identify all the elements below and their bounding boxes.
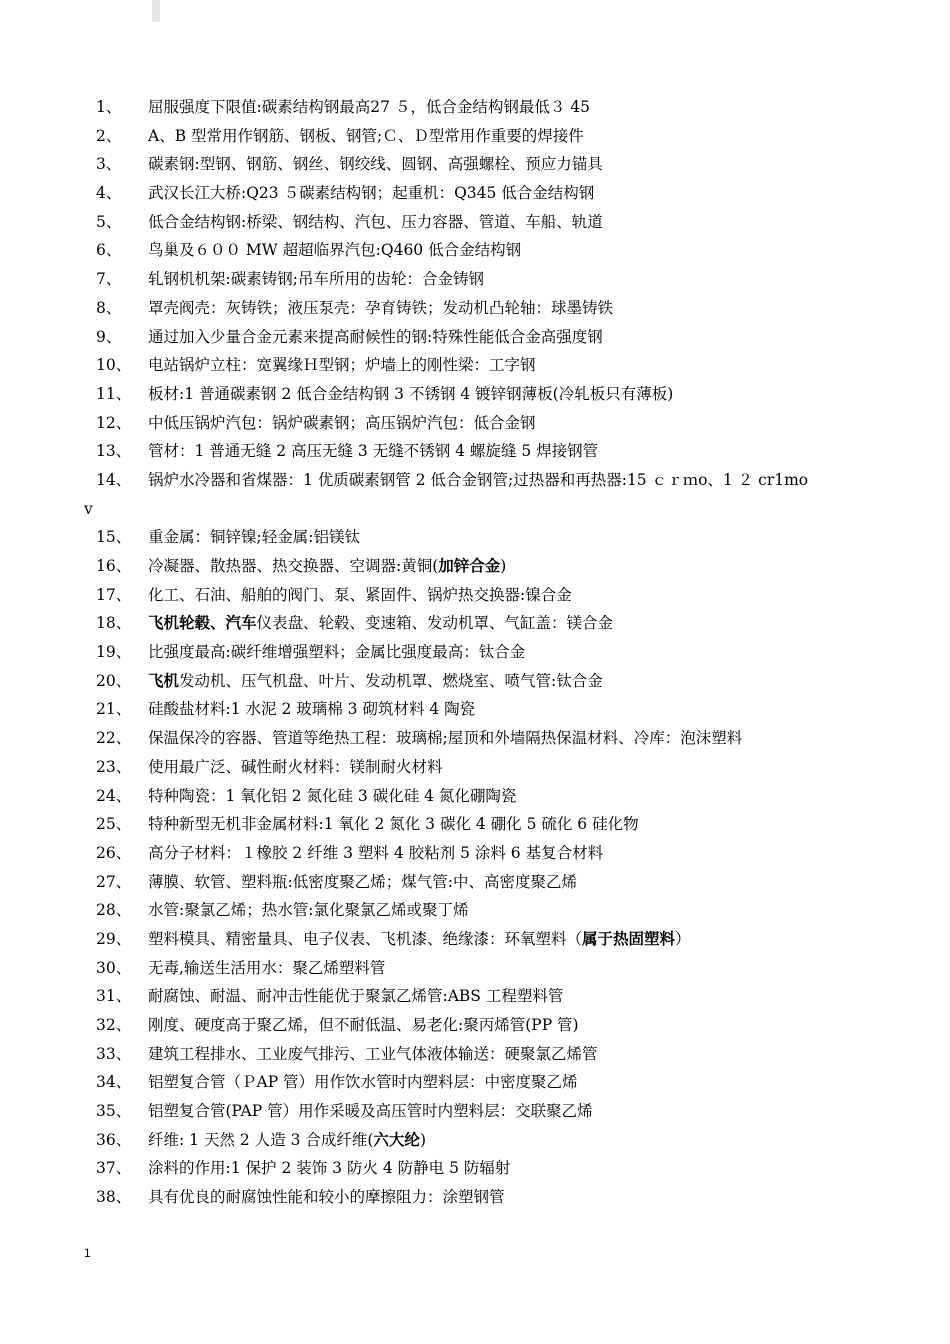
list-item-continuation: v bbox=[84, 499, 93, 518]
bold-emphasis: 加锌合金 bbox=[438, 557, 501, 576]
list-item-body: 电站锅炉立柱：宽翼缘Ｈ型钢；炉墙上的刚性梁：工字钢 bbox=[148, 356, 536, 375]
list-item-number: 8、 bbox=[96, 298, 122, 317]
list-item bbox=[84, 896, 884, 925]
list-item-number: 17、 bbox=[96, 585, 132, 604]
list-item-text bbox=[148, 695, 475, 724]
list-item bbox=[84, 695, 884, 724]
list-item-number: 27、 bbox=[96, 872, 132, 891]
list-item-text bbox=[148, 782, 516, 811]
list-item-text bbox=[148, 982, 563, 1011]
list-item bbox=[84, 638, 884, 667]
list-item bbox=[84, 294, 884, 323]
list-item bbox=[84, 1183, 884, 1212]
list-item-suffix: ) bbox=[419, 1130, 426, 1149]
list-item-body: 罩壳阀壳：灰铸铁；液压泵壳：孕育铸铁；发动机凸轮轴：球墨铸铁 bbox=[148, 298, 614, 317]
list-item-body: 高分子材料：１橡胶 2 纤维 3 塑料 4 胶粘剂 5 涂料 6 基复合材料 bbox=[148, 843, 604, 862]
list-item-number: 19、 bbox=[96, 643, 132, 662]
list-item-number: 6、 bbox=[96, 241, 122, 260]
list-item bbox=[84, 724, 884, 753]
list-item-number: 33、 bbox=[96, 1044, 132, 1063]
list-item-text bbox=[148, 179, 594, 208]
list-item-number: 2、 bbox=[96, 126, 122, 145]
list-item-body: 使用最广泛、碱性耐火材料：镁制耐火材料 bbox=[148, 757, 443, 776]
list-item-body: 铝塑复合管(PAP 管）用作采暖及高压管时内塑料层：交联聚乙烯 bbox=[148, 1102, 593, 1121]
list-item bbox=[84, 150, 884, 179]
list-item-body: 水管:聚氯乙烯；热水管:氯化聚氯乙烯或聚丁烯 bbox=[148, 901, 469, 920]
list-item-body: 刚度、硬度高于聚乙烯，但不耐低温、易老化:聚丙烯管(PP 管) bbox=[148, 1016, 579, 1035]
list-item-number: 23、 bbox=[96, 757, 132, 776]
list-item bbox=[84, 466, 884, 523]
list-item-number: 12、 bbox=[96, 413, 132, 432]
list-item-number: 3、 bbox=[96, 155, 122, 174]
list-item-number: 37、 bbox=[96, 1159, 132, 1178]
list-item-number: 13、 bbox=[96, 442, 132, 461]
bold-emphasis: 属于热固塑料 bbox=[582, 929, 676, 948]
list-item-body: 无毒,输送生活用水：聚乙烯塑料管 bbox=[148, 958, 386, 977]
list-item-text bbox=[148, 466, 808, 495]
list-item-body: 仪表盘、轮毂、变速箱、发动机罩、气缸盖：镁合金 bbox=[256, 614, 614, 633]
list-item-number: 21、 bbox=[96, 700, 132, 719]
list-item-text bbox=[148, 294, 613, 323]
list-item-body: 特种新型无机非金属材料:1 氧化 2 氮化 3 碳化 4 硼化 5 硫化 6 硅化物 bbox=[148, 815, 639, 834]
list-item-number: 4、 bbox=[96, 184, 122, 203]
list-item-body: A、B 型常用作钢筋、钢板、钢管;Ｃ、Ｄ型常用作重要的焊接件 bbox=[148, 126, 584, 145]
list-item-number: 31、 bbox=[96, 987, 132, 1006]
page-number: 1 bbox=[84, 1246, 91, 1260]
list-item-body: 保温保冷的容器、管道等绝热工程：玻璃棉;屋顶和外墙隔热保温材料、冷库：泡沫塑料 bbox=[148, 729, 743, 748]
list-item-body: 中低压锅炉汽包：锅炉碳素钢；高压锅炉汽包：低合金钢 bbox=[148, 413, 536, 432]
list-item bbox=[84, 409, 884, 438]
list-item-text bbox=[148, 638, 525, 667]
list-item-suffix: ） bbox=[675, 929, 691, 948]
list-item-body: 冷凝器、散热器、热交换器、空调器:黄铜( bbox=[148, 557, 439, 576]
list-item-number: 18、 bbox=[96, 614, 132, 633]
list-item-text bbox=[148, 150, 603, 179]
list-item-body: 重金属：铜锌镍;轻金属:铝镁钛 bbox=[148, 528, 360, 547]
list-item-number: 36、 bbox=[96, 1130, 132, 1149]
list-item-number: 9、 bbox=[96, 327, 122, 346]
list-item-text bbox=[148, 581, 572, 610]
list-item-body: 发动机、压气机盘、叶片、发动机罩、燃烧室、喷气管:钛合金 bbox=[179, 671, 603, 690]
list-item-text bbox=[148, 1126, 426, 1155]
list-item-body: 轧钢机机架:碳素铸钢;吊车所用的齿轮：合金铸钢 bbox=[148, 270, 484, 289]
list-item bbox=[84, 351, 884, 380]
list-item bbox=[84, 236, 884, 265]
list-item-body: 硅酸盐材料:1 水泥 2 玻璃棉 3 砌筑材料 4 陶瓷 bbox=[148, 700, 476, 719]
list-item bbox=[84, 609, 884, 638]
list-item-number: 16、 bbox=[96, 557, 132, 576]
list-item-body: 板材:1 普通碳素钢 2 低合金结构钢 3 不锈钢 4 镀锌钢薄板(冷轧板只有薄板) bbox=[148, 384, 674, 403]
list-item-number: 38、 bbox=[96, 1188, 132, 1207]
list-item-number: 20、 bbox=[96, 671, 132, 690]
list-item-text bbox=[148, 351, 536, 380]
list-item-text bbox=[148, 265, 484, 294]
list-item bbox=[84, 1011, 884, 1040]
list-item-text bbox=[148, 1097, 593, 1126]
list-item-text bbox=[148, 380, 673, 409]
numbered-list bbox=[84, 93, 884, 1212]
list-item bbox=[84, 437, 884, 466]
list-item-text bbox=[148, 724, 742, 753]
list-item-text bbox=[148, 667, 603, 696]
list-item-number: 25、 bbox=[96, 815, 132, 834]
list-item-body: 化工、石油、船舶的阀门、泵、紧固件、锅炉热交换器:镍合金 bbox=[148, 585, 572, 604]
list-item-body: 涂料的作用:1 保护 2 装饰 3 防火 4 防静电 5 防辐射 bbox=[148, 1159, 511, 1178]
list-item-number: 26、 bbox=[96, 843, 132, 862]
list-item-body: 特种陶瓷：1 氧化铝 2 氮化硅 3 碳化硅 4 氮化硼陶瓷 bbox=[148, 786, 517, 805]
list-item-number: 14、 bbox=[96, 470, 132, 489]
list-item-number: 34、 bbox=[96, 1073, 132, 1092]
list-item bbox=[84, 122, 884, 151]
list-item-number: 29、 bbox=[96, 929, 132, 948]
list-item bbox=[84, 982, 884, 1011]
list-item-number: 11、 bbox=[96, 384, 132, 403]
list-item-body: 铝塑复合管（ＰAP 管）用作饮水管时内塑料层：中密度聚乙烯 bbox=[148, 1073, 578, 1092]
list-item-suffix: ) bbox=[500, 557, 507, 576]
bold-emphasis: 飞机轮毂、汽车 bbox=[148, 614, 257, 633]
list-item-number: 28、 bbox=[96, 901, 132, 920]
list-item-body: 管材：1 普通无缝 2 高压无缝 3 无缝不锈钢 4 螺旋缝 5 焊接钢管 bbox=[148, 442, 599, 461]
list-item-text bbox=[148, 552, 506, 581]
list-item-body: 低合金结构钢:桥梁、钢结构、汽包、压力容器、管道、车船、轨道 bbox=[148, 212, 603, 231]
list-item-body: 具有优良的耐腐蚀性能和较小的摩擦阻力：涂塑钢管 bbox=[148, 1188, 505, 1207]
list-item-body: 塑料模具、精密量具、电子仪表、飞机漆、绝缘漆：环氧塑料（ bbox=[148, 929, 583, 948]
list-item-body: 比强度最高:碳纤维增强塑料；金属比强度最高：钛合金 bbox=[148, 643, 526, 662]
list-item-text bbox=[148, 1011, 579, 1040]
list-item-text bbox=[148, 323, 603, 352]
list-item-body: 屈服强度下限值:碳素结构钢最高27 ５，低合金结构钢最低３ 45 bbox=[148, 98, 591, 116]
list-item bbox=[84, 1126, 884, 1155]
bold-emphasis: 六大纶 bbox=[373, 1130, 420, 1149]
list-item-text bbox=[148, 93, 590, 122]
list-item-text bbox=[148, 1040, 598, 1069]
list-item-text bbox=[148, 925, 691, 954]
list-item bbox=[84, 1040, 884, 1069]
list-item-number: 10、 bbox=[96, 356, 132, 375]
list-item bbox=[84, 208, 884, 237]
list-item-body: 耐腐蚀、耐温、耐冲击性能优于聚氯乙烯管:ABS 工程塑料管 bbox=[148, 987, 564, 1006]
header-mark bbox=[152, 0, 160, 22]
list-item-body: 通过加入少量合金元素来提高耐候性的钢:特殊性能低合金高强度钢 bbox=[148, 327, 603, 346]
list-item bbox=[84, 782, 884, 811]
list-item-number: 22、 bbox=[96, 729, 132, 748]
list-item bbox=[84, 1097, 884, 1126]
list-item-text bbox=[148, 1068, 578, 1097]
list-item-text bbox=[148, 437, 598, 466]
list-item-body: 武汉长江大桥:Q23 ５碳素结构钢；起重机：Q345 低合金结构钢 bbox=[148, 184, 595, 203]
list-item-body: 薄膜、软管、塑料瓶:低密度聚乙烯；煤气管:中、高密度聚乙烯 bbox=[148, 872, 577, 891]
list-item bbox=[84, 93, 884, 122]
list-item-text bbox=[148, 122, 584, 151]
list-item-text bbox=[148, 810, 639, 839]
list-item-number: 32、 bbox=[96, 1016, 132, 1035]
list-item-body: 鸟巢及６００ MW 超超临界汽包:Q460 低合金结构钢 bbox=[148, 241, 522, 260]
list-item-text bbox=[148, 609, 613, 638]
list-item-text bbox=[148, 1183, 505, 1212]
list-item-body: 纤维: 1 天然 2 人造 3 合成纤维( bbox=[148, 1130, 374, 1149]
list-item bbox=[84, 179, 884, 208]
list-item-text bbox=[148, 896, 468, 925]
list-item-text bbox=[148, 954, 385, 983]
list-item-text bbox=[148, 868, 577, 897]
list-item-number: 30、 bbox=[96, 958, 132, 977]
list-item bbox=[84, 265, 884, 294]
bold-emphasis: 飞机 bbox=[148, 671, 180, 690]
list-item bbox=[84, 380, 884, 409]
list-item-text bbox=[148, 753, 443, 782]
list-item-number: 5、 bbox=[96, 212, 122, 231]
list-item-body: 建筑工程排水、工业废气排污、工业气体液体输送：硬聚氯乙烯管 bbox=[148, 1044, 598, 1063]
list-item-text bbox=[148, 208, 603, 237]
list-item-text bbox=[148, 523, 360, 552]
list-item-body: 锅炉水冷器和省煤器：1 优质碳素钢管 2 低合金钢管;过热器和再热器:15 ｃｒｍo、1 ２ cr1mo bbox=[148, 470, 809, 489]
list-item-body: 碳素钢:型钢、钢筋、钢丝、钢绞线、圆钢、高强螺栓、预应力锚具 bbox=[148, 155, 603, 174]
list-item bbox=[84, 868, 884, 897]
list-item bbox=[84, 523, 884, 552]
list-item bbox=[84, 552, 884, 581]
list-item-text bbox=[148, 1154, 510, 1183]
list-item bbox=[84, 810, 884, 839]
list-item bbox=[84, 1068, 884, 1097]
list-item bbox=[84, 667, 884, 696]
list-item-text bbox=[148, 409, 536, 438]
list-item-number: 1、 bbox=[96, 98, 122, 116]
list-item bbox=[84, 323, 884, 352]
list-item bbox=[84, 581, 884, 610]
list-item bbox=[84, 839, 884, 868]
list-item-number: 35、 bbox=[96, 1102, 132, 1121]
list-item-text bbox=[148, 236, 521, 265]
list-item bbox=[84, 925, 884, 954]
list-item bbox=[84, 954, 884, 983]
list-item bbox=[84, 1154, 884, 1183]
list-item-number: 24、 bbox=[96, 786, 132, 805]
list-item-text bbox=[148, 839, 603, 868]
list-item-number: 7、 bbox=[96, 270, 122, 289]
list-item bbox=[84, 753, 884, 782]
list-item-number: 15、 bbox=[96, 528, 132, 547]
